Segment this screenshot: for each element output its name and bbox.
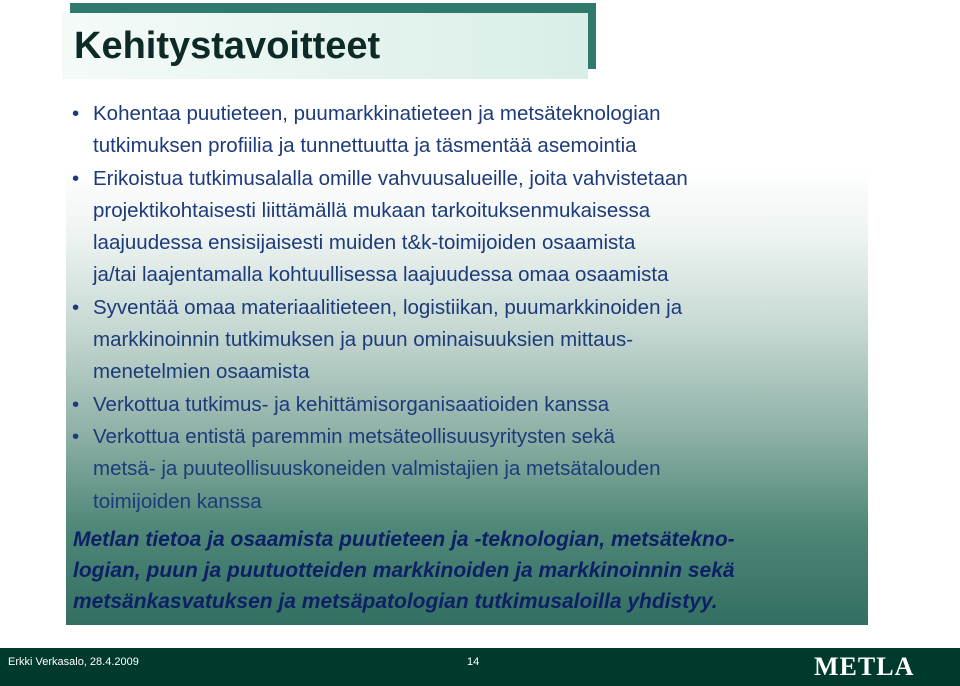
bullet-line: Erikoistua tutkimusalalla omille vahvuusalueille, joita vahvistetaan bbox=[93, 166, 688, 190]
bullet-line: menetelmien osaamista bbox=[93, 360, 310, 384]
bullet-item bbox=[66, 292, 856, 389]
summary-line: Metlan tietoa ja osaamista puutieteen ja -teknologian, metsätekno- bbox=[73, 528, 735, 551]
metla-logo: METLA bbox=[814, 652, 915, 681]
bullet-icon: • bbox=[72, 392, 80, 416]
bullet-icon: • bbox=[72, 102, 80, 125]
bullet-icon: • bbox=[72, 295, 80, 319]
bullet-item bbox=[66, 98, 856, 163]
summary-line: logian, puun ja puutuotteiden markkinoiden ja markkinoinnin sekä bbox=[73, 559, 735, 582]
bullet-list bbox=[66, 98, 856, 518]
title-box bbox=[62, 13, 588, 79]
bullet-item bbox=[66, 389, 856, 421]
bullet-icon: • bbox=[72, 424, 80, 448]
bullet-line: laajuudessa ensisijaisesti muiden t&k-toimijoiden osaamista bbox=[93, 231, 636, 255]
bullet-line: projektikohtaisesti liittämällä mukaan tarkoituksenmukaisessa bbox=[93, 198, 651, 222]
bullet-line: Syventää omaa materiaalitieteen, logistiikan, puumarkkinoiden ja bbox=[93, 295, 683, 319]
summary-line: metsänkasvatuksen ja metsäpatologian tutkimusaloilla yhdistyy. bbox=[73, 590, 718, 613]
bullet-line: Verkottua tutkimus- ja kehittämisorganisaatioiden kanssa bbox=[93, 392, 610, 416]
summary-paragraph bbox=[73, 524, 843, 617]
content-panel bbox=[66, 82, 868, 625]
footer-author-date: Erkki Verkasalo, 28.4.2009 bbox=[8, 656, 139, 668]
footer-bar bbox=[0, 648, 960, 686]
slide-title: Kehitystavoitteet bbox=[74, 25, 381, 67]
bullet-line: markkinoinnin tutkimuksen ja puun ominaisuuksien mittaus- bbox=[93, 328, 634, 352]
bullet-line: metsä- ja puuteollisuuskoneiden valmistajien ja metsätalouden bbox=[93, 457, 661, 481]
bullet-line: Verkottua entistä paremmin metsäteollisuusyritysten sekä bbox=[93, 424, 615, 448]
bullet-line: tutkimuksen profiilia ja tunnettuutta ja täsmentää asemointia bbox=[93, 134, 637, 158]
bullet-line: toimijoiden kanssa bbox=[93, 489, 262, 513]
page-number: 14 bbox=[467, 656, 480, 668]
bullet-icon: • bbox=[72, 166, 80, 190]
bullet-item bbox=[66, 421, 856, 518]
bullet-line: Kohentaa puutieteen, puumarkkinatieteen ja metsäteknologian bbox=[93, 102, 661, 125]
bullet-item bbox=[66, 163, 856, 292]
bullet-line: ja/tai laajentamalla kohtuullisessa laajuudessa omaa osaamista bbox=[93, 263, 669, 287]
